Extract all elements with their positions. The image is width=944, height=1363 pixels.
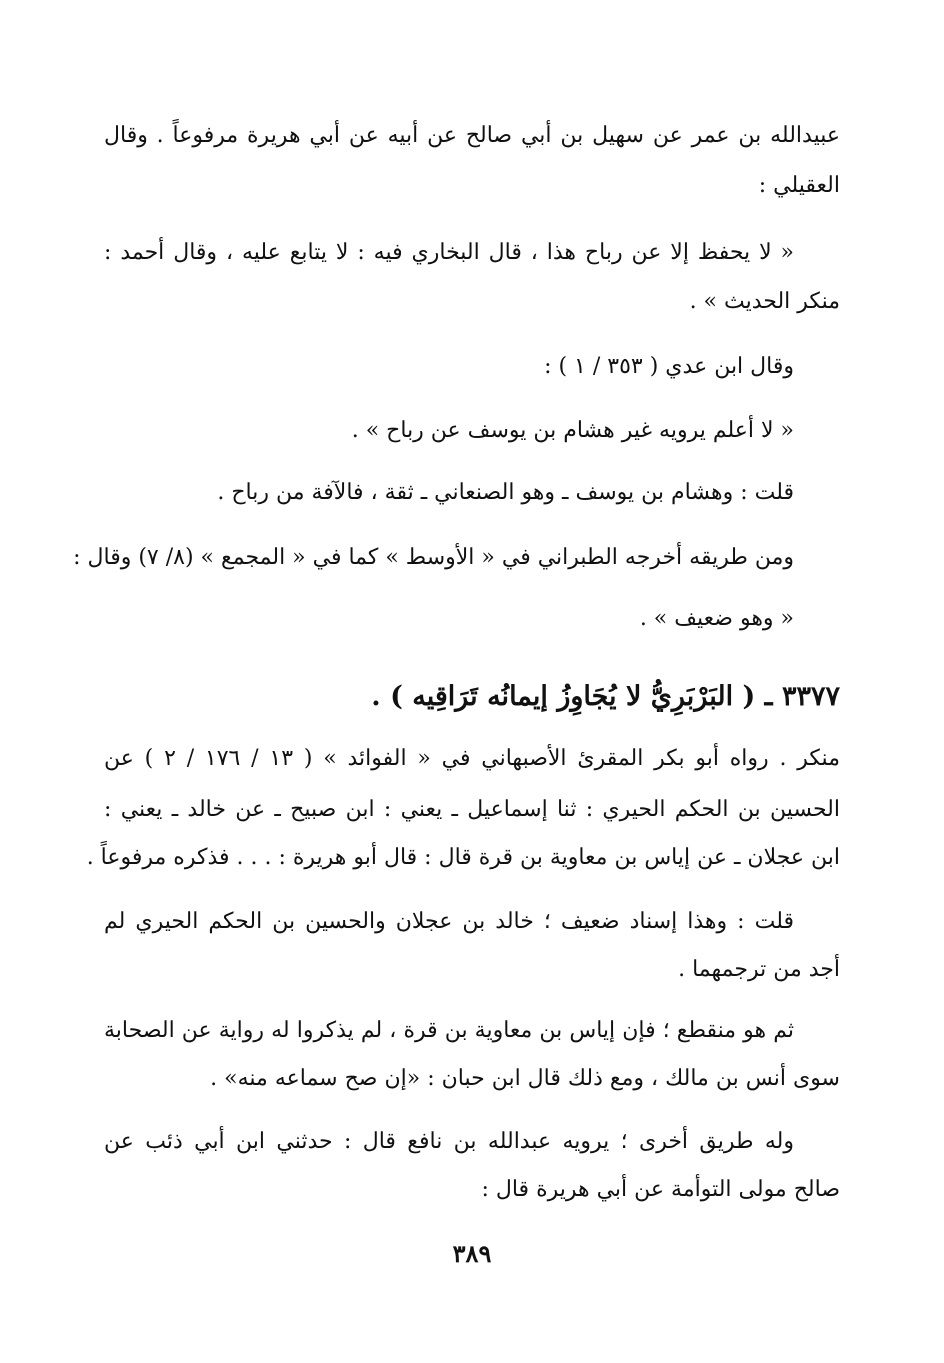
text-line-9: « وهو ضعيف » . — [639, 606, 794, 631]
text-line-11: الحسين بن الحكم الحيري : ثنا إسماعيل ـ يعني : ابن صبيح ـ عن خالد ـ يعني : — [104, 797, 840, 822]
text-line-6: « لا أعلم يرويه غير هشام بن يوسف عن رباح » . — [351, 418, 794, 443]
text-line-13: قلت : وهذا إسناد ضعيف ؛ خالد بن عجلان والحسين بن الحكم الحيري لم — [104, 909, 794, 934]
text-line-1: عبيدالله بن عمر عن سهيل بن أبي صالح عن أبيه عن أبي هريرة مرفوعاً . وقال — [104, 123, 840, 148]
text-line-8: ومن طريقه أخرجه الطبراني في « الأوسط » كما في « المجمع » (٨/ ٧) وقال : — [73, 545, 794, 570]
text-line-10: منكر . رواه أبو بكر المقرئ الأصبهاني في « الفوائد » ( ١٣ / ١٧٦ / ٢ ) عن — [104, 746, 840, 771]
text-line-3: « لا يحفظ إلا عن رباح هذا ، قال البخاري فيه : لا يتابع عليه ، وقال أحمد : — [104, 240, 794, 265]
text-line-17: وله طريق أخرى ؛ يرويه عبدالله بن نافع قال : حدثني ابن أبي ذئب عن — [104, 1129, 794, 1154]
text-line-18: صالح مولى التوأمة عن أبي هريرة قال : — [481, 1177, 840, 1202]
text-line-7: قلت : وهشام بن يوسف ـ وهو الصنعاني ـ ثقة ، فالآفة من رباح . — [217, 480, 794, 505]
page-number: ٣٨٩ — [452, 1239, 492, 1268]
hadith-heading: ٣٣٧٧ ـ ( البَرْبَرِيُّ لا يُجَاوِزُ إيمانُه تَرَاقِيه ) . — [371, 681, 840, 712]
text-line-12: ابن عجلان ـ عن إياس بن معاوية بن قرة قال : قال أبو هريرة : . . . فذكره مرفوعاً . — [86, 845, 840, 870]
text-line-5: وقال ابن عدي ( ٣٥٣ / ١ ) : — [544, 354, 794, 379]
text-line-2: العقيلي : — [758, 173, 840, 198]
text-line-15: ثم هو منقطع ؛ فإن إياس بن معاوية بن قرة ، لم يذكروا له رواية عن الصحابة — [104, 1018, 794, 1043]
text-line-16: سوى أنس بن مالك ، ومع ذلك قال ابن حبان : «إن صح سماعه منه» . — [210, 1066, 840, 1091]
text-line-14: أجد من ترجمهما . — [678, 957, 840, 982]
text-line-4: منكر الحديث » . — [689, 289, 840, 314]
